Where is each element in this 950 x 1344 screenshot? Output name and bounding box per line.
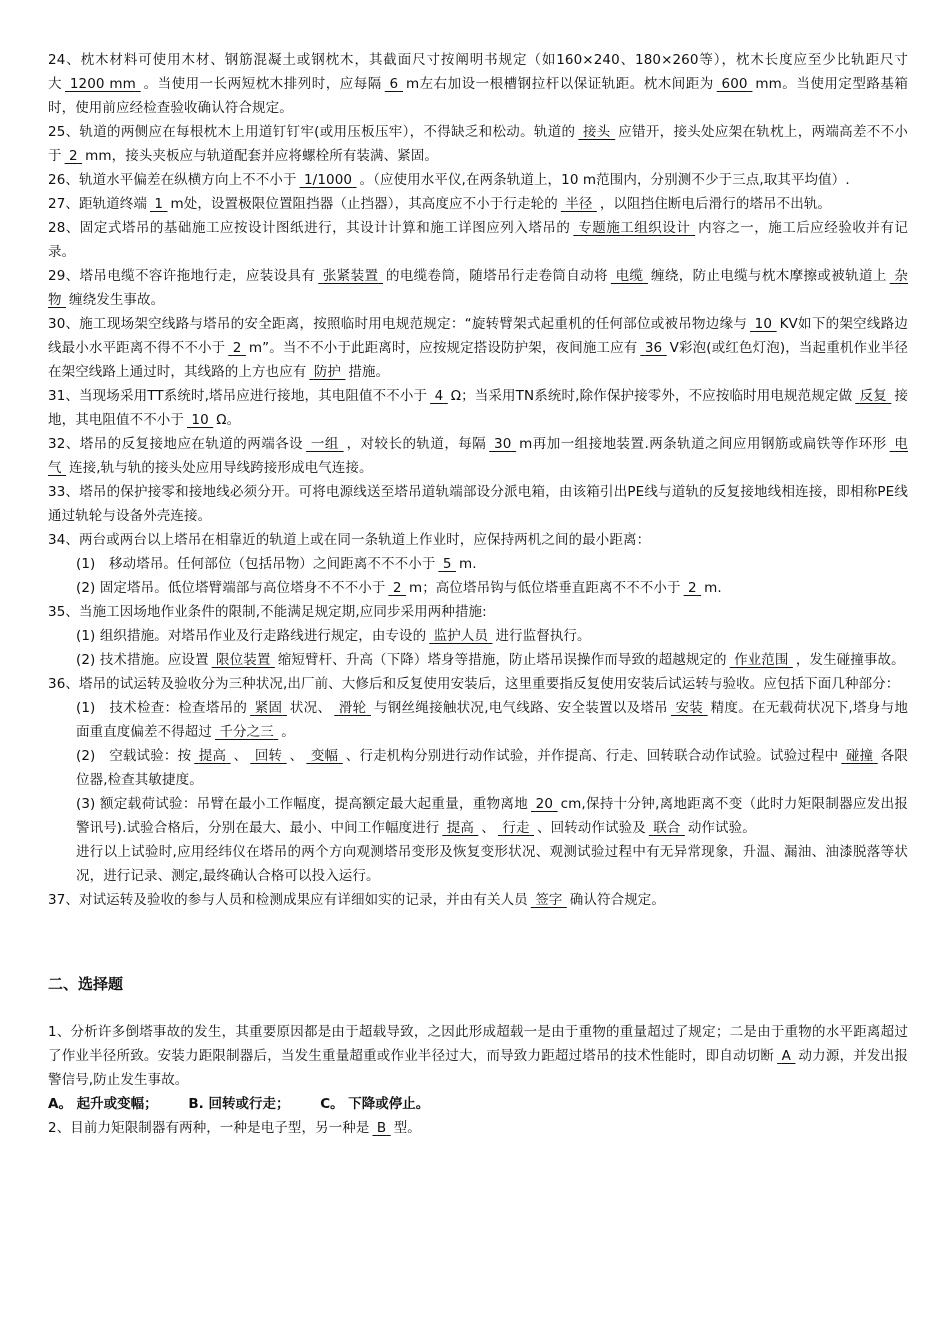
answer-blank: 1/1000 [303, 172, 353, 188]
question-text: 。（应使用水平仪,在两条轨道上，10 m范围内，分别测不少于三点,取其平均值）. [359, 172, 850, 188]
question-text: m”。当不不小于此距离时，应按规定搭设防护架，夜间施工应有 [248, 340, 638, 356]
answer-blank: 紧固 [254, 700, 283, 716]
answer-blank: 1 [154, 196, 164, 212]
question-text: m处，设置极限位置阻挡器（止挡器），其高度应不小于行走轮的 [170, 196, 558, 212]
question-text: (1) 移动塔吊。任何部位（包括吊物）之间距离不不不小于 [76, 556, 436, 572]
answer-blank: 千分之三 [219, 724, 274, 740]
answer-blank: 600 [721, 76, 748, 92]
answer-blank: 2 [232, 340, 242, 356]
question-text: m再加一组接地装置.两条轨道之间应用钢筋或扁铁等作环形 [519, 436, 887, 452]
option-c: C。 下降或停止。 [320, 1096, 430, 1112]
question-text: 确认符合规定。 [569, 892, 665, 908]
answer-blank: 碰撞 [845, 748, 874, 764]
answer-blank: 反复 [859, 388, 887, 404]
answer-blank: 防护 [313, 364, 342, 380]
answer-blank: 2 [688, 580, 697, 596]
answer-blank: 36 [644, 340, 663, 356]
question-text: 28、固定式塔吊的基础施工应按设计图纸进行，其设计计算和施工详图应列入塔吊的 [48, 220, 571, 236]
document-body [48, 48, 908, 1140]
question-q33 [48, 480, 908, 528]
question-text: 、行走机构分别进行动作试验，并作提高、行走、回转联合动作试验。试验过程中 [345, 748, 839, 764]
question-q36 [48, 672, 908, 696]
answer-blank: 10 [191, 412, 209, 428]
question-q35 [48, 600, 908, 624]
question-text: (1) 组织措施。对塔吊作业及行走路线进行规定，由专设的 [76, 628, 427, 644]
question-text: 25、轨道的两侧应在每根枕木上用道钉钉牢(或用压板压牢），不得缺乏和松动。轨道的 [48, 124, 576, 140]
choice-question-2 [48, 1116, 908, 1140]
choice-question-1 [48, 1020, 908, 1092]
answer-blank: 限位装置 [216, 652, 271, 668]
answer-blank: 提高 [446, 820, 474, 836]
answer-blank: 回转 [254, 748, 283, 764]
answer-blank: 电气 [48, 436, 908, 476]
question-q29 [48, 264, 908, 312]
question-text: 、回转动作试验及 [537, 820, 646, 836]
section-title: 二、选择题 [48, 975, 124, 993]
question-text: 措施。 [348, 364, 390, 380]
question-text: 。当使用一长两短枕木排列时，应每隔 [143, 76, 382, 92]
question-q36-4 [48, 840, 908, 888]
answer-blank: 20 [535, 796, 554, 812]
question-text: 36、塔吊的试运转及验收分为三种状况,出厂前、大修后和反复使用安装后，这里重要指反复使用安装后试运转与验收。应包括下面几种部分： [48, 676, 900, 692]
answer-blank: 接头 [582, 124, 611, 140]
question-text: cm,保持十分钟,离地距离不变（此时力矩限制器应发出报警讯号).试验合格后，分别在最大、最小、中间工作幅度进行 [76, 796, 908, 836]
question-q32 [48, 432, 908, 480]
answer-blank: 安装 [675, 700, 704, 716]
question-text: 。 [281, 724, 295, 740]
question-text: 进行监督执行。 [495, 628, 591, 644]
question-text: 35、当施工因场地作业条件的限制,不能满足规定期,应同步采用两种措施: [48, 604, 487, 620]
answer-blank: 专题施工组织设计 [578, 220, 691, 236]
answer-blank: 变幅 [310, 748, 339, 764]
question-text: (2) 空载试验：按 [76, 748, 192, 764]
question-text: 型。 [393, 1120, 421, 1136]
question-text: 、 [289, 748, 304, 764]
question-text: m左右加设一根槽钢拉杆以保证轨距。枕木间距为 [406, 76, 714, 92]
question-q34-1 [48, 552, 908, 576]
question-text: 、 [233, 748, 248, 764]
question-text: 动作试验。 [687, 820, 756, 836]
question-text: m. [704, 580, 722, 596]
choice-options-1 [48, 1092, 908, 1116]
answer-blank: 一组 [310, 436, 339, 452]
answer-blank: 张紧装置 [322, 268, 379, 284]
option-b: B. 回转或行走； [188, 1096, 290, 1112]
question-text: 24、枕木材料可使用木材、钢筋混凝土或钢枕木，其截面尺寸按阐明书规定（如160×240、180×260等），枕木长度应至少比轨距尺寸大 [48, 52, 908, 92]
question-text: 缠绕发生事故。 [69, 292, 165, 308]
question-text: 与钢丝绳接触状况,电气线路、安全装置以及塔吊 [373, 700, 668, 716]
question-q34 [48, 528, 908, 552]
question-text: mm，接头夹板应与轨道配套并应将螺栓所有装满、紧固。 [85, 148, 439, 164]
question-q34-2 [48, 576, 908, 600]
question-text: m. [458, 556, 477, 572]
answer-blank: 滑轮 [338, 700, 367, 716]
answer-blank: 签字 [535, 892, 563, 908]
question-q36-1 [48, 696, 908, 744]
answer-blank: 4 [434, 388, 444, 404]
answer-blank: A [781, 1048, 791, 1064]
question-q30 [48, 312, 908, 384]
answer-blank: 行走 [502, 820, 530, 836]
question-text: Ω。 [216, 412, 241, 428]
question-q27 [48, 192, 908, 216]
question-text: 状况、 [289, 700, 332, 716]
question-text: 的电缆卷筒，随塔吊行走卷筒自动将 [386, 268, 608, 284]
answer-blank: 提高 [198, 748, 227, 764]
question-text: 1、分析许多倒塔事故的发生，其重要原因都是由于超载导致，之因此形成超载一是由于重物的重量超过了规定；二是由于重物的水平距离超过了作业半径所致。安装力距限制器后，当发生重量超重或作业半径过大，而导致力距超过塔吊的技术性能时，即自动切断 [48, 1024, 908, 1064]
answer-blank: 联合 [653, 820, 681, 836]
question-q24 [48, 48, 908, 120]
question-text: 缠绕，防止电缆与枕木摩擦或被轨道上 [650, 268, 887, 284]
answer-blank: 1200 mm [69, 76, 136, 92]
answer-blank: 2 [392, 580, 402, 596]
answer-blank: 杂物 [48, 268, 908, 308]
answer-blank: 半径 [565, 196, 593, 212]
question-q36-2 [48, 744, 908, 792]
answer-blank: 2 [69, 148, 78, 164]
question-q37 [48, 888, 908, 912]
question-text: (2) 技术措施。应设置 [76, 652, 209, 668]
question-text: 接地，其电阻值不不小于 [48, 388, 908, 428]
question-text: 34、两台或两台以上塔吊在相靠近的轨道上或在同一条轨道上作业时，应保持两机之间的最小距离： [48, 532, 651, 548]
answer-blank: 6 [389, 76, 399, 92]
question-text: 37、对试运转及验收的参与人员和检测成果应有详细如实的记录，并由有关人员 [48, 892, 528, 908]
question-text: (3) 额定载荷试验：吊臂在最小工作幅度，提高额定最大起重量，重物离地 [76, 796, 529, 812]
question-text: 27、距轨道终端 [48, 196, 147, 212]
question-text: ，以阻挡住断电后滑行的塔吊不出轨。 [599, 196, 832, 212]
answer-blank: 监护人员 [433, 628, 489, 644]
question-text: 33、塔吊的保护接零和接地线必须分开。可将电源线送至塔吊道轨端部设分派电箱，由该箱引出PE线与道轨的反复接地线相连接，即相称PE线通过轨轮与设备外壳连接。 [48, 484, 908, 524]
question-text: 29、塔吊电缆不容许拖地行走，应装设具有 [48, 268, 316, 284]
question-q35-2 [48, 648, 908, 672]
question-text: 31、当现场采用TT系统时,塔吊应进行接地，其电阻值不不小于 [48, 388, 428, 404]
question-text: (2) 固定塔吊。低位塔臂端部与高位塔身不不不小于 [76, 580, 386, 596]
question-text: 缩短臂杆、升高（下降）塔身等措施，防止塔吊误操作而导致的超越规定的 [277, 652, 727, 668]
question-q26 [48, 168, 908, 192]
answer-blank: 5 [442, 556, 452, 572]
answer-blank: 30 [494, 436, 512, 452]
question-text: ，发生碰撞事故。 [795, 652, 905, 668]
answer-blank: B [376, 1120, 387, 1136]
question-text: 、 [481, 820, 495, 836]
question-text: 内容之一，施工后应经验收并有记录。 [48, 220, 908, 260]
question-text: 26、轨道水平偏差在纵横方向上不不小于 [48, 172, 297, 188]
question-text: 应错开，接头处应架在轨枕上，两端高差不不小于 [48, 124, 908, 164]
answer-blank: 电缆 [615, 268, 644, 284]
question-text: m；高位塔吊钩与低位塔垂直距离不不不小于 [408, 580, 681, 596]
question-text: 32、塔吊的反复接地应在轨道的两端各设 [48, 436, 304, 452]
question-text: Ω；当采用TN系统时,除作保护接零外，不应按临时用电规范规定做 [450, 388, 853, 404]
question-text: 进行以上试验时,应用经纬仪在塔吊的两个方向观测塔吊变形及恢复变形状况、观测试验过程中有无异常现象，升温、漏油、油漆脱落等状况，进行记录、测定,最终确认合格可以投入运行。 [76, 844, 908, 884]
question-text: ，对较长的轨道，每隔 [346, 436, 487, 452]
answer-blank: 10 [754, 316, 773, 332]
choice-section [48, 1020, 908, 1140]
question-text: V彩泡(或红色灯泡)，当起重机作业半径在架空线路上通过时，其线路的上方也应有 [48, 340, 908, 380]
question-text: (1) 技术检查：检查塔吊的 [76, 700, 248, 716]
question-text: 连接,轨与轨的接头处应用导线跨接形成电气连接。 [69, 460, 373, 476]
question-q31 [48, 384, 908, 432]
question-text: KV如下的架空线路边线最小水平距离不得不不小于 [48, 316, 908, 356]
option-a: A。 起升或变幅； [48, 1096, 158, 1112]
answer-blank: 作业范围 [734, 652, 789, 668]
question-q25 [48, 120, 908, 168]
question-text: 动力源，并发出报警信号,防止发生事故。 [48, 1048, 908, 1088]
question-text: 2、目前力矩限制器有两种，一种是电子型，另一种是 [48, 1120, 370, 1136]
question-q28 [48, 216, 908, 264]
question-text: 精度。在无载荷状况下,塔身与地面重直度偏差不得超过 [76, 700, 908, 740]
question-text: mm。当使用定型路基箱时，使用前应经检查验收确认符合规定。 [48, 76, 908, 116]
fill-in-section [48, 48, 908, 912]
question-text: 30、施工现场架空线路与塔吊的安全距离，按照临时用电规范规定：“旋转臂架式起重机的任何部位或被吊物边缘与 [48, 316, 748, 332]
question-text: 各限位器,检查其敏捷度。 [76, 748, 908, 788]
question-q35-1 [48, 624, 908, 648]
question-q36-3 [48, 792, 908, 840]
